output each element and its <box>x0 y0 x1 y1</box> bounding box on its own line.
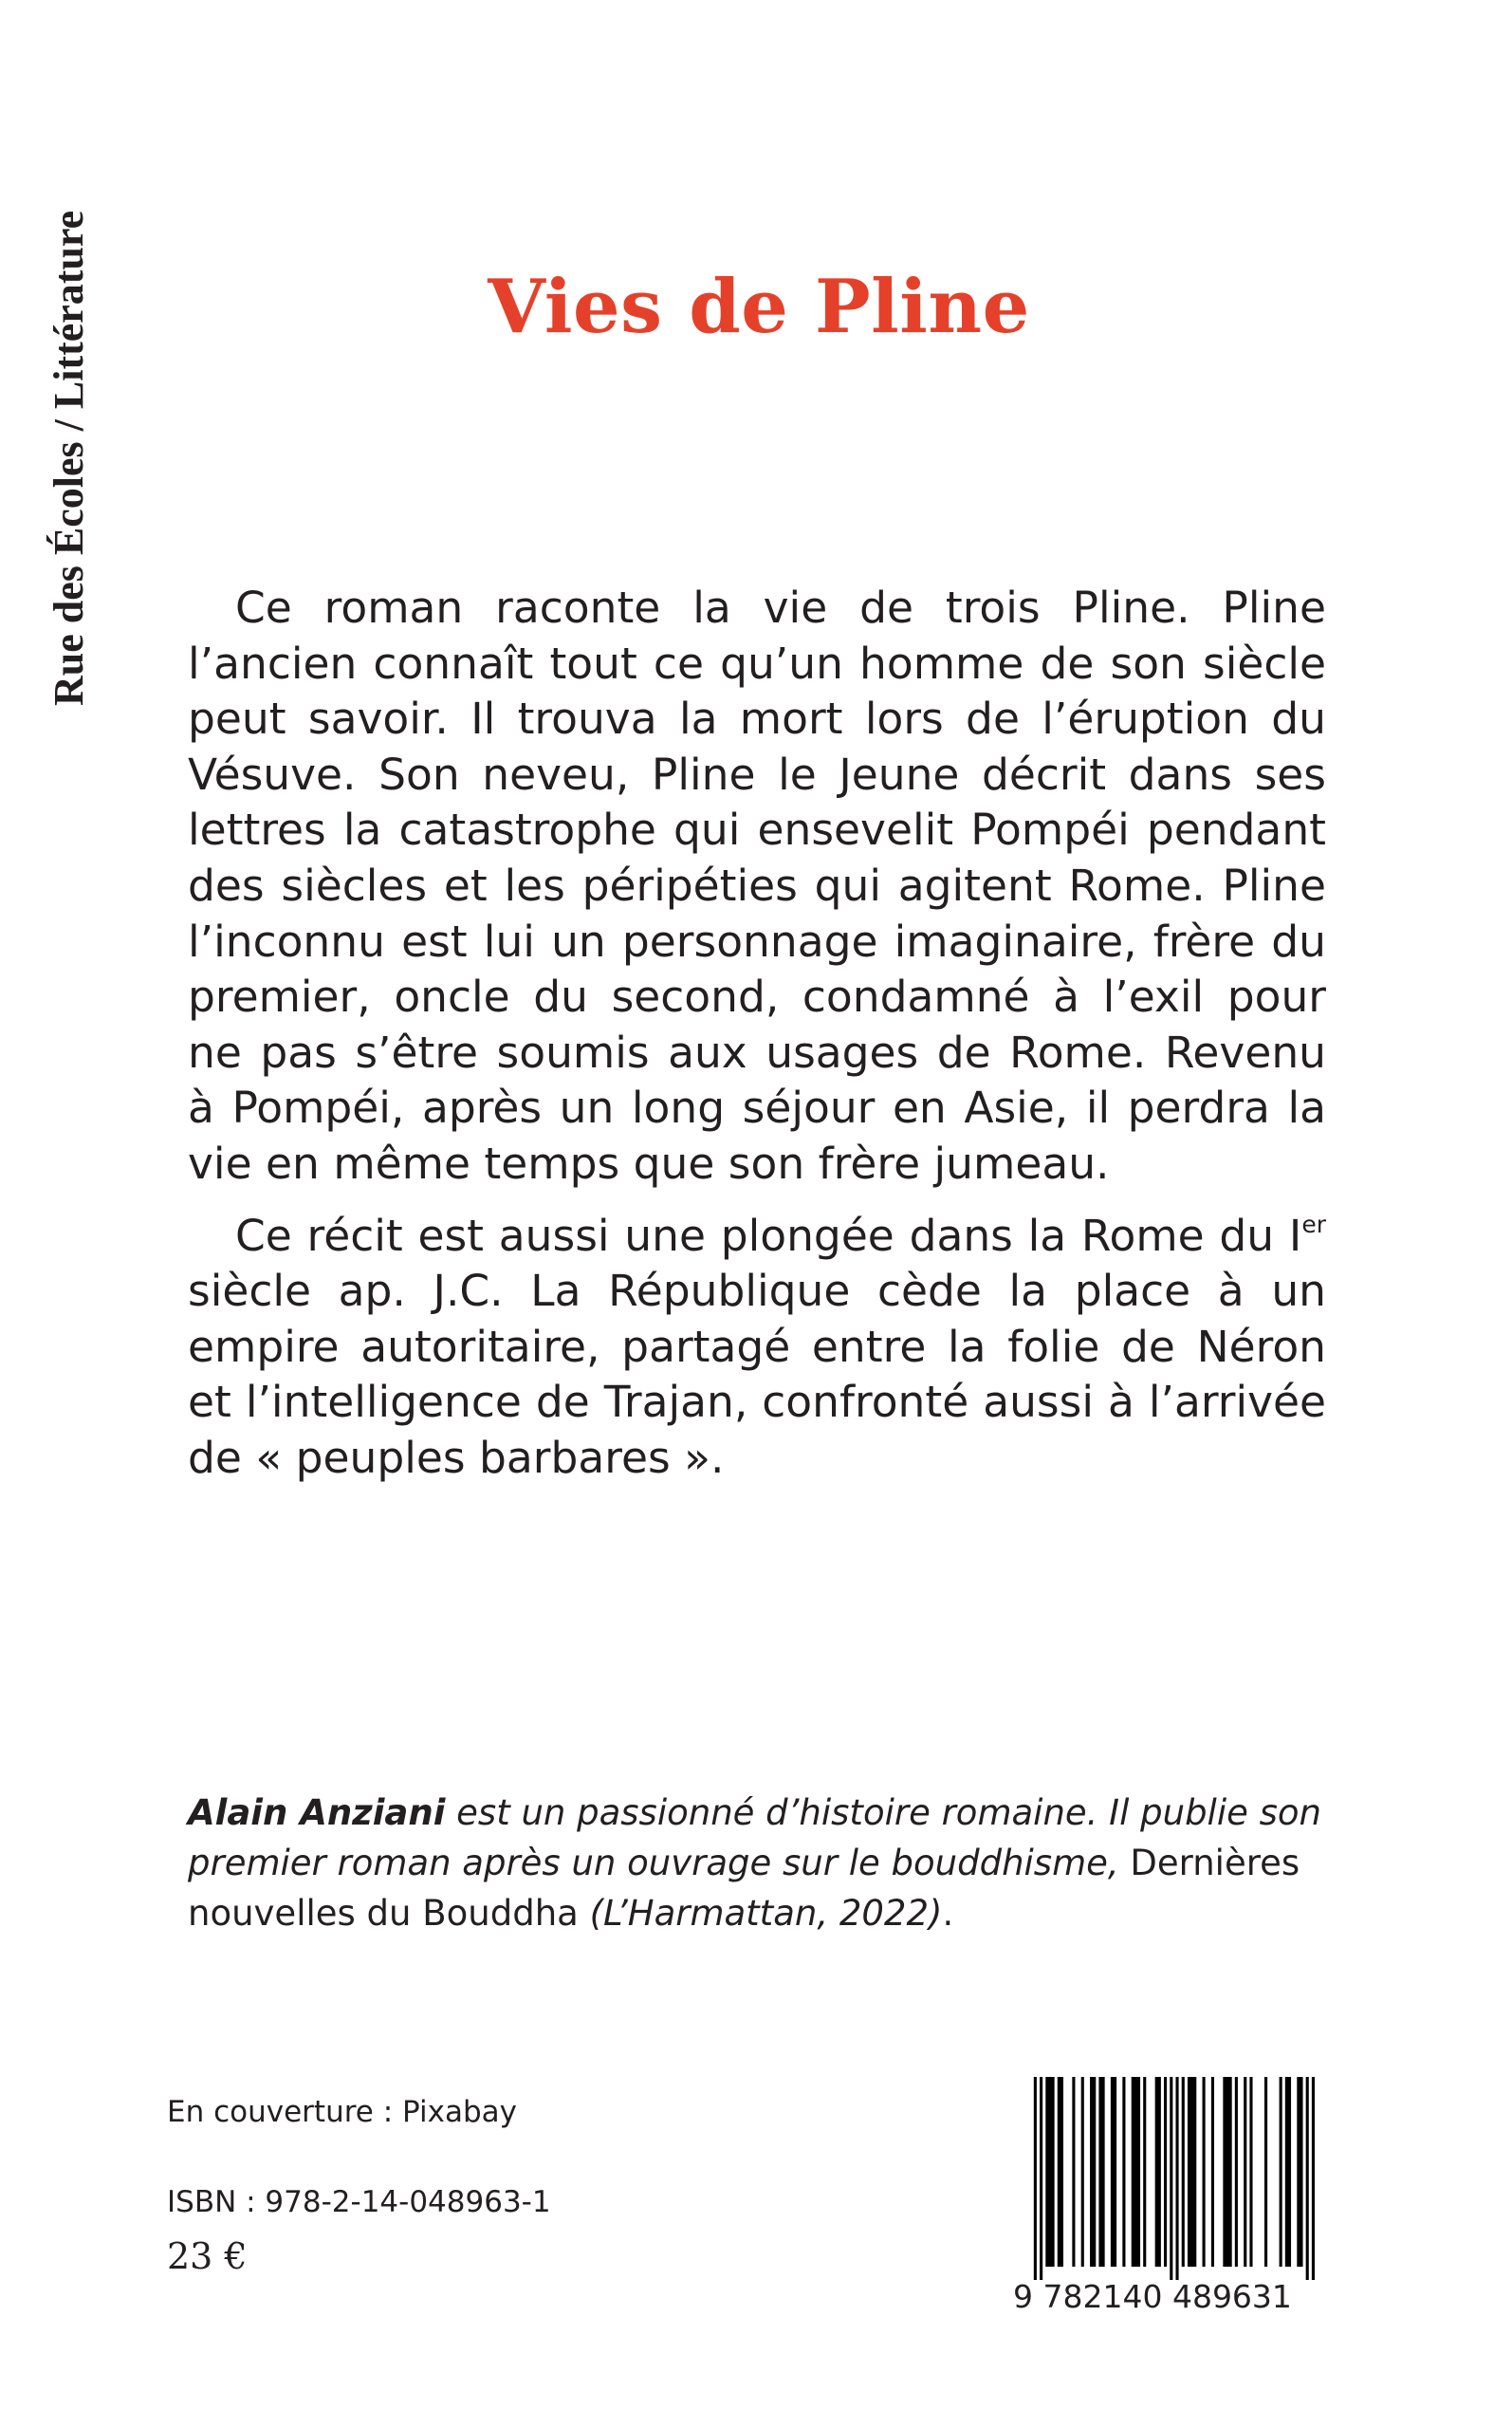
author-name: Alain Anziani <box>188 1792 446 1833</box>
isbn-label: ISBN : 978-2-14-048963-1 <box>167 2185 551 2219</box>
barcode <box>1013 2077 1315 2324</box>
barcode-bars <box>1013 2077 1315 2280</box>
barcode-bar <box>1155 2077 1161 2267</box>
author-bio <box>188 1788 1326 1938</box>
bio-text-2: (L’Harmattan, 2022) <box>578 1893 943 1934</box>
barcode-bar <box>1312 2077 1315 2280</box>
barcode-bar <box>1297 2077 1302 2267</box>
barcode-bar <box>1058 2077 1063 2267</box>
barcode-bar <box>1235 2077 1238 2267</box>
barcode-bar <box>1280 2077 1282 2267</box>
barcode-bar <box>1111 2077 1116 2267</box>
barcode-bar <box>1244 2077 1246 2267</box>
barcode-bar <box>1188 2077 1196 2267</box>
blurb-paragraph-1: Ce roman raconte la vie de trois Pline. Pline l’ancien connaît tout ce qu’un homme de son siècle peut savoir. Il trouva la mort lors de l’éruption du Vésuve. Son neveu, Pline le Jeune décrit dans ses lettres la catastrophe qui ensevelit Pompéi pendant des siècles et les péripéties qui agitent Rome. Pline l’inconnu est lui un personnage imaginaire, frère du premier, oncle du second, condamné à l’exil pour ne pas s’être soumis aux usages de Rome. Revenu à Pompéi, après un long séjour en Asie, il perdra la vie en même temps que son frère jumeau. <box>188 583 1326 1189</box>
barcode-bar <box>1249 2077 1252 2267</box>
barcode-bar <box>1045 2077 1054 2267</box>
century-superscript: er <box>1301 1210 1326 1238</box>
barcode-bar <box>1164 2077 1167 2267</box>
barcode-bar <box>1170 2077 1172 2280</box>
barcode-bar <box>1034 2077 1037 2280</box>
back-cover-blurb <box>188 581 1326 1487</box>
barcode-bar <box>1264 2077 1267 2267</box>
price-label: 23 € <box>167 2235 248 2277</box>
barcode-bar <box>1072 2077 1075 2267</box>
barcode-bar <box>1223 2077 1231 2267</box>
bio-text-1: est un passionné d’histoire romaine. Il publie son premier roman après un ouvrage sur le bouddhisme, <box>188 1792 1321 1883</box>
cover-credit: En couverture : Pixabay <box>167 2095 517 2129</box>
barcode-bar <box>1306 2077 1309 2280</box>
previous-book-title: Dernières nouvelles du Bouddha <box>188 1843 1300 1934</box>
barcode-bar <box>1285 2077 1291 2267</box>
barcode-bar <box>1175 2077 1178 2280</box>
barcode-bar <box>1098 2077 1104 2267</box>
barcode-bar <box>1211 2077 1214 2267</box>
blurb-paragraph-2 <box>188 1209 1326 1487</box>
book-title: Vies de Pline <box>488 264 1030 350</box>
barcode-bar <box>1132 2077 1140 2267</box>
blurb-p2-rest: siècle ap. J.C. La République cède la place à un empire autoritaire, partagé entre la folie de Néron et l’intelligence de Trajan, confronté aussi à l’arrivée de « peuples barbares ». <box>188 1266 1326 1483</box>
barcode-bar <box>1040 2077 1042 2280</box>
blurb-p2-start: Ce récit est aussi une plongée dans la Rome du I <box>235 1210 1302 1261</box>
barcode-bar <box>1122 2077 1125 2267</box>
barcode-bar <box>1143 2077 1146 2267</box>
barcode-bar <box>1203 2077 1206 2267</box>
spine-collection-label: Rue des Écoles / Littérature <box>46 210 92 706</box>
barcode-bar <box>1081 2077 1084 2267</box>
barcode-bar <box>1182 2077 1185 2267</box>
barcode-digits: 9 782140 489631 <box>1013 2278 1292 2315</box>
barcode-bar <box>1090 2077 1096 2267</box>
bio-end: . <box>942 1893 954 1934</box>
